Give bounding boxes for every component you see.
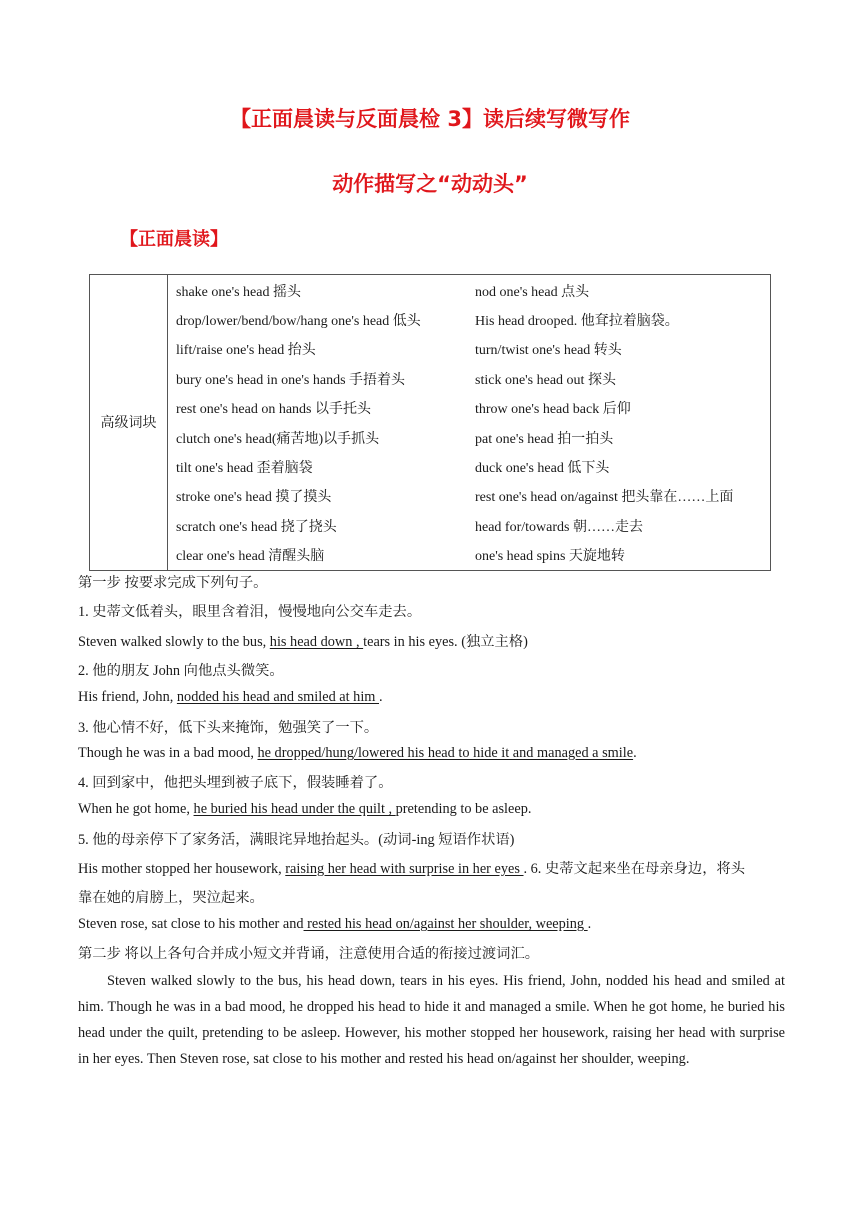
vocab-phrase: clear one's head 清醒头脑 bbox=[176, 549, 325, 565]
vocab-phrase: tilt one's head 歪着脑袋 bbox=[176, 461, 313, 477]
sentence-2-english bbox=[78, 689, 383, 706]
sentence-text: Though he was in a bad mood, bbox=[78, 745, 258, 761]
sentence-6-chinese-cont: 靠在她的肩膀上，哭泣起来。 bbox=[78, 890, 264, 906]
section-heading-morning-reading: 【正面晨读】 bbox=[120, 229, 228, 250]
sentence-4-english bbox=[78, 801, 531, 818]
document-subtitle: 动作描写之“动动头” bbox=[332, 172, 528, 196]
sentence-text: When he got home, bbox=[78, 801, 194, 817]
vocab-phrase: throw one's head back 后仰 bbox=[475, 402, 631, 418]
sentence-text: Steven rose, sat close to his mother and bbox=[78, 916, 304, 932]
sentence-text: Steven walked slowly to the bus, bbox=[78, 634, 270, 650]
sentence-text: . bbox=[633, 745, 637, 761]
document-title: 【正面晨读与反面晨检 3】读后续写微写作 bbox=[230, 107, 630, 131]
sentence-text: . bbox=[379, 689, 383, 705]
vocab-row bbox=[168, 394, 770, 423]
answer-blank: rested his head on/against her shoulder, weeping bbox=[303, 916, 588, 932]
vocab-row bbox=[168, 276, 770, 305]
vocab-phrase: stick one's head out 探头 bbox=[475, 372, 616, 388]
vocab-phrase: lift/raise one's head 抬头 bbox=[176, 343, 316, 359]
answer-blank: raising her head with surprise in her eyes bbox=[285, 861, 524, 877]
vocab-phrase: drop/lower/bend/bow/hang one's head 低头 bbox=[176, 314, 421, 330]
vocab-row bbox=[168, 482, 770, 511]
vocab-phrase: turn/twist one's head 转头 bbox=[475, 343, 622, 359]
sentence-5-english bbox=[78, 858, 745, 878]
sentence-text: His friend, John, bbox=[78, 689, 177, 705]
answer-blank: he dropped/hung/lowered his head to hide it and managed a smile bbox=[257, 745, 634, 761]
sentence-text: His mother stopped her housework, bbox=[78, 861, 286, 877]
sentence-text: . bbox=[587, 916, 592, 932]
vocab-row bbox=[168, 511, 770, 540]
vocab-phrase: duck one's head 低下头 bbox=[475, 461, 610, 477]
vocab-row bbox=[168, 305, 770, 334]
vocab-phrase: rest one's head on/against 把头靠在……上面 bbox=[475, 490, 734, 506]
vocab-phrase: rest one's head on hands 以手托头 bbox=[176, 402, 371, 418]
sentence-1-english bbox=[78, 631, 528, 651]
vocab-phrase: nod one's head 点头 bbox=[475, 284, 590, 300]
vocab-table-body bbox=[168, 275, 771, 571]
vocab-phrase: head for/towards 朝……走去 bbox=[475, 519, 643, 535]
vocab-phrase: bury one's head in one's hands 手捂着头 bbox=[176, 372, 406, 388]
vocab-phrase: pat one's head 拍一拍头 bbox=[475, 431, 614, 447]
vocab-phrase: shake one's head 摇头 bbox=[176, 284, 301, 300]
sentence-4-chinese: 4. 回到家中，他把头埋到被子底下，假装睡着了。 bbox=[78, 775, 393, 791]
vocab-phrase: His head drooped. 他耷拉着脑袋。 bbox=[475, 314, 679, 330]
answer-blank: his head down , bbox=[269, 634, 364, 650]
sentence-5-chinese: 5. 他的母亲停下了家务活，满眼诧异地抬起头。(动词-ing 短语作状语) bbox=[78, 832, 515, 848]
answer-blank: he buried his head under the quilt , bbox=[193, 801, 396, 817]
vocab-table bbox=[89, 274, 771, 571]
vocab-phrase: stroke one's head 摸了摸头 bbox=[176, 490, 332, 506]
sentence-text: tears in his eyes. (独立主格) bbox=[363, 634, 528, 650]
sentence-3-english bbox=[78, 745, 637, 762]
sentence-3-chinese: 3. 他心情不好，低下头来掩饰，勉强笑了一下。 bbox=[78, 720, 379, 736]
vocab-row bbox=[168, 541, 770, 570]
sentence-text: pretending to be asleep. bbox=[395, 801, 532, 817]
summary-paragraph: Steven walked slowly to the bus, his head down, tears in his eyes. His friend, John, nodded his head and smiled at him. Though he was in a bad mood, he dropped his head to hide it and managed a smile. When he got home, he buried his head under the quilt, pretending to be asleep. However, his mother stopped her housework, raising her head with surprise in her eyes. Then Steven rose, sat close to his mother and rested his head on/against her shoulder, weeping. bbox=[78, 973, 785, 1067]
vocab-phrase: clutch one's head(痛苦地)以手抓头 bbox=[176, 431, 380, 447]
vocab-row bbox=[168, 423, 770, 452]
vocab-row bbox=[168, 452, 770, 481]
step2-heading: 第二步 将以上各句合并成小短文并背诵，注意使用合适的衔接过渡词汇。 bbox=[78, 946, 540, 962]
sentence-6-english bbox=[78, 916, 591, 933]
sentence-2-chinese: 2. 他的朋友 John 向他点头微笑。 bbox=[78, 663, 284, 679]
vocab-phrase: one's head spins 天旋地转 bbox=[475, 549, 625, 565]
vocab-row bbox=[168, 335, 770, 364]
vocab-table-label: 高级词块 bbox=[90, 275, 168, 571]
answer-blank: nodded his head and smiled at him bbox=[176, 689, 379, 705]
sentence-1-chinese: 1. 史蒂文低着头，眼里含着泪，慢慢地向公交车走去。 bbox=[78, 604, 422, 620]
step1-heading: 第一步 按要求完成下列句子。 bbox=[78, 575, 268, 591]
vocab-phrase: scratch one's head 挠了挠头 bbox=[176, 519, 337, 535]
sentence-text: . 6. 史蒂文起来坐在母亲身边，将头 bbox=[523, 861, 746, 877]
vocab-row bbox=[168, 364, 770, 393]
